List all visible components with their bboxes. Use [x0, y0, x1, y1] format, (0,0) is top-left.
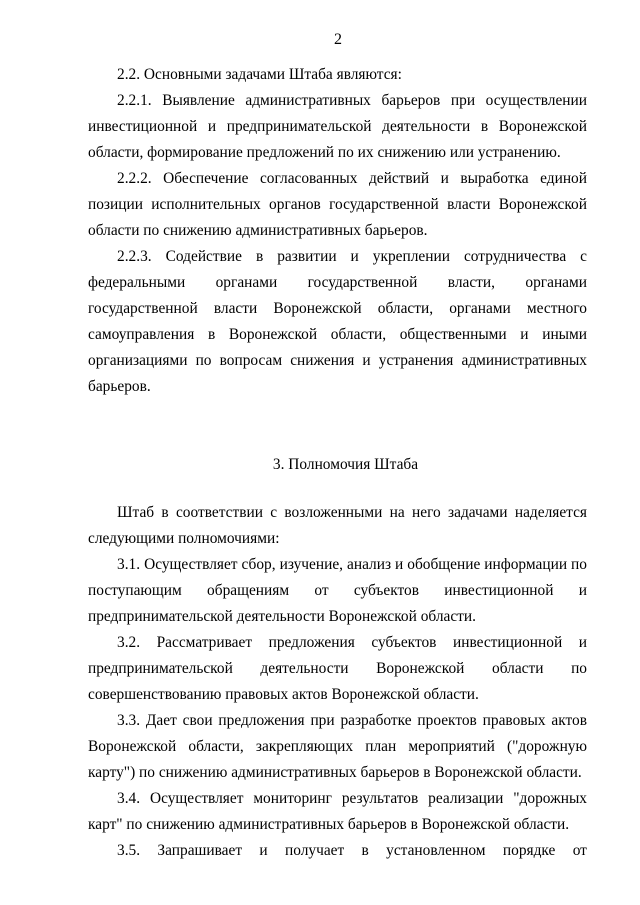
page-number: 2 [334, 31, 342, 48]
section-2-2-intro: 2.2. Основными задачами Штаба являются: [117, 66, 402, 83]
item-2-2-1: 2.2.1. Выявление административных барьеров при осуществлении инвестиционной и предпринимательской деятельности в Воронежской области, формирование предложений по их снижению или устранению. [88, 92, 587, 161]
item-3-1: 3.1. Осуществляет сбор, изучение, анализ и обобщение информации по поступающим обращениям от субъектов инвестиционной и предпринимательской деятельности Воронежской области. [88, 556, 587, 625]
fragment-word: 3.5. [117, 842, 141, 859]
item-2-2-3: 2.2.3. Содействие в развитии и укреплении сотрудничества с федеральными органами государственной власти, органами государственной власти Воронежской области, органами местного самоуправления в Воронежской области, общественными и иными организациями по вопросам снижения и устранения административных барьеров. [88, 248, 587, 395]
item-3-4: 3.4. Осуществляет мониторинг результатов реализации "дорожных карт" по снижению административных барьеров в Воронежской области. [88, 790, 587, 833]
fragment-word: и [259, 842, 268, 859]
item-2-2-2: 2.2.2. Обеспечение согласованных действий и выработка единой позиции исполнительных органов государственной власти Воронежской области по снижению административных барьеров. [88, 170, 587, 239]
fragment-word: установленном [386, 842, 486, 859]
fragment-word: порядке [502, 842, 556, 859]
document-body [88, 62, 587, 864]
section-3-intro: Штаб в соответствии с возложенными на него задачами наделяется следующими полномочиями: [88, 504, 587, 547]
fragment-word: получает [284, 842, 345, 859]
fragment-word: Запрашивает [157, 842, 243, 859]
item-3-3: 3.3. Дает свои предложения при разработке проектов правовых актов Воронежской области, закрепляющих план мероприятий ("дорожную карту") по снижению административных барьеров в Воронежской области. [88, 712, 587, 781]
item-3-2: 3.2. Рассматривает предложения субъектов инвестиционной и предпринимательской деятельности Воронежской области по совершенствованию правовых актов Воронежской области. [88, 634, 587, 703]
fragment-word: в [361, 842, 369, 859]
fragment-word: от [572, 842, 587, 859]
item-3-5-fragment [88, 838, 587, 864]
section-3-heading: 3. Полномочия Штаба [272, 456, 419, 473]
